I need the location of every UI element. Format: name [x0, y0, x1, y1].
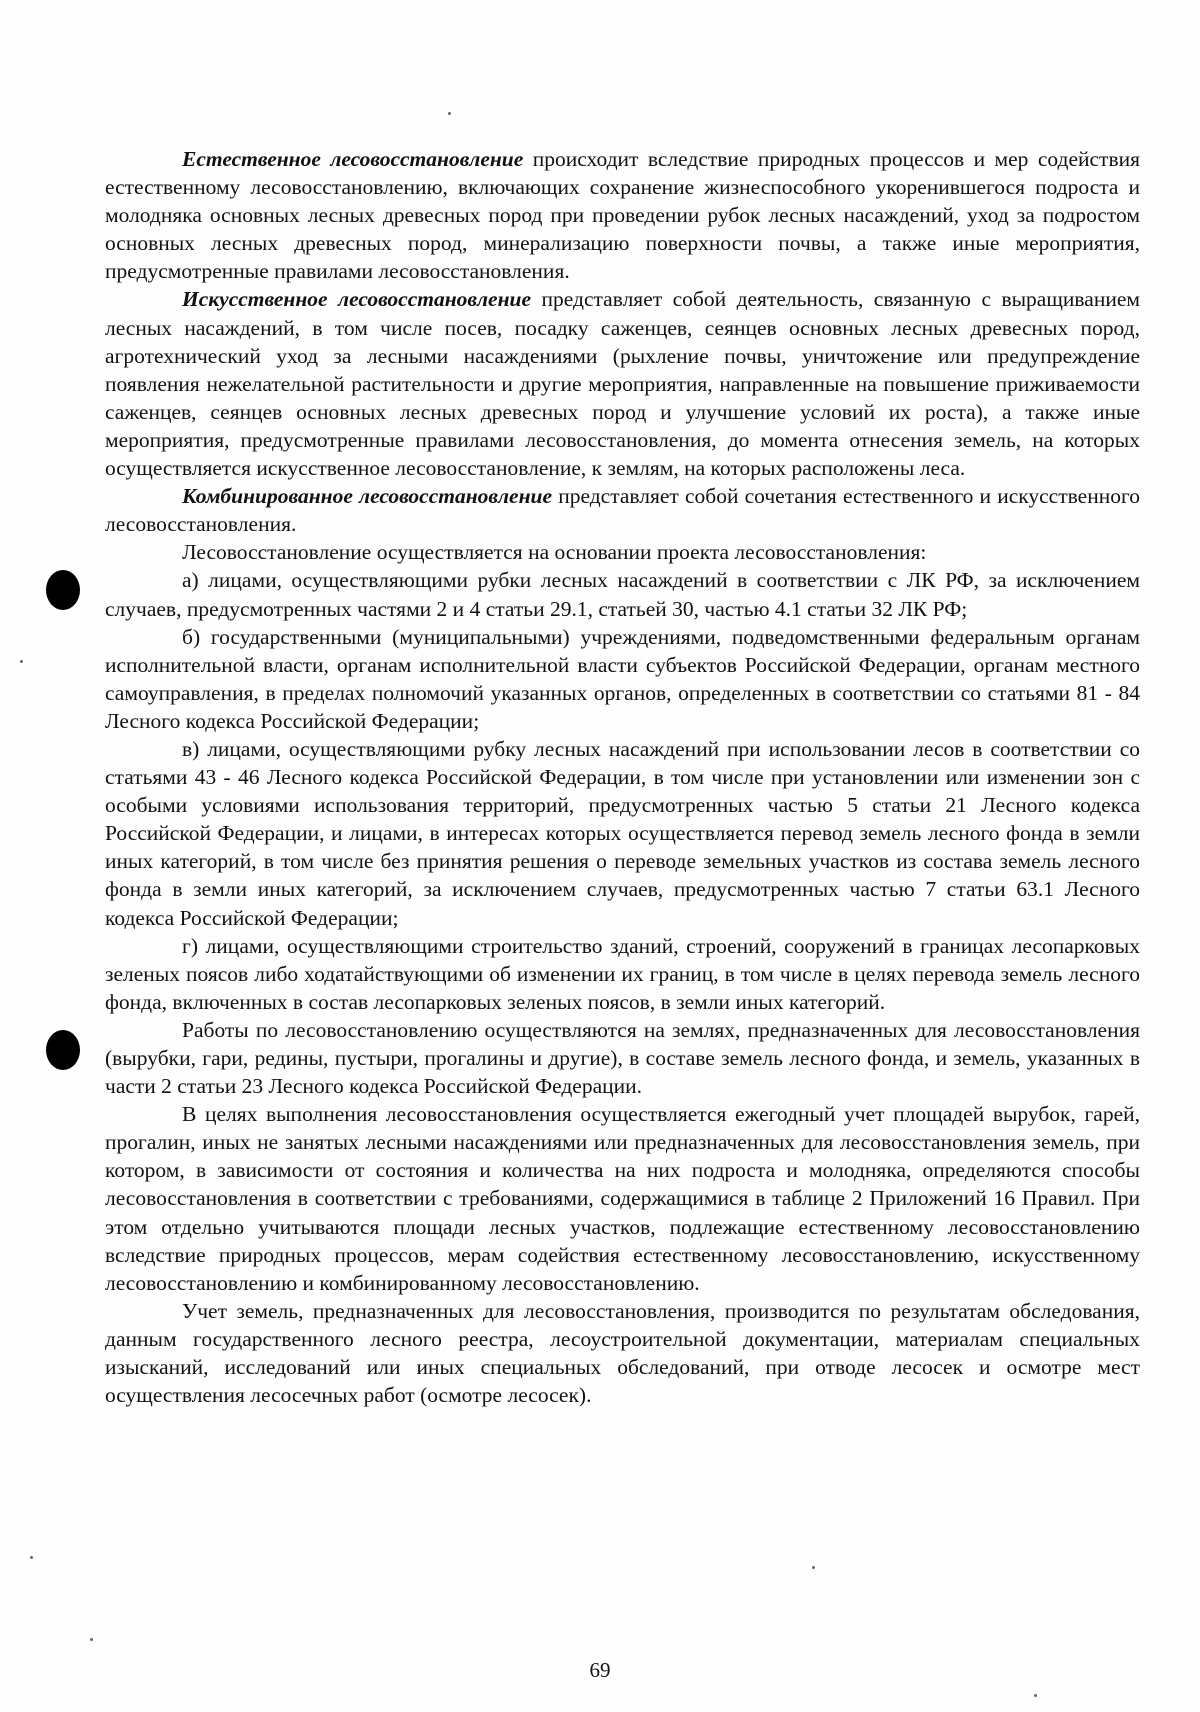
scan-speck	[448, 112, 451, 115]
body-text	[105, 145, 1140, 1409]
list-item-v: в) лицами, осуществляющими рубку лесных насаждений при использовании лесов в соответствии со статьями 43 - 46 Лесного кодекса Российской Федерации, в том числе при установлении или изменении зон с особыми условиями использования территорий, предусмотренных частью 5 статьи 21 Лесного кодекса Российской Федерации, и лицами, в интересах которых осуществляется перевод земель лесного фонда в земли иных категорий, в том числе без принятия решения о переводе земельных участков из состава земель лесного фонда в земли иных категорий, за исключением случаев, предусмотренных частью 7 статьи 63.1 Лесного кодекса Российской Федерации;	[105, 736, 1140, 930]
paragraph-combined-reforestation	[105, 482, 1140, 538]
paragraph-land-accounting: Учет земель, предназначенных для лесовосстановления, производится по результатам обследования, данным государственного лесного реестра, лесоустроительной документации, материалам специальных изысканий, исследований или иных специальных обследований, при отводе лесосек и осмотре мест осуществления лесосечных работ (осмотре лесосек).	[105, 1298, 1140, 1408]
punch-hole-bottom	[46, 1030, 80, 1070]
list-item-a: а) лицами, осуществляющими рубки лесных насаждений в соответствии с ЛК РФ, за исключением случаев, предусмотренных частями 2 и 4 статьи 29.1, статьей 30, частью 4.1 статьи 32 ЛК РФ;	[105, 568, 1140, 621]
term-artificial-reforestation: Искусственное лесовосстановление	[182, 287, 532, 312]
paragraph-text: происходит вследствие природных процессов и мер содействия естественному лесовосстановлению, включающих сохранение жизнеспособного укоренившегося подроста и молодняка основных лесных древесных пород при проведении рубок лесных насаждений, уход за подростом основных лесных древесных пород, минерализацию поверхности почвы, а также иные мероприятия, предусмотренные правилами лесовосстановления.	[105, 147, 1140, 284]
list-item-b: б) государственными (муниципальными) учреждениями, подведомственными федеральным органам исполнительной власти, органам исполнительной власти субъектов Российской Федерации, органам местного самоуправления, в пределах полномочий указанных органов, определенных в соответствии со статьями 81 - 84 Лесного кодекса Российской Федерации;	[105, 624, 1140, 733]
scan-speck	[1034, 1694, 1037, 1697]
paragraph-text: представляет собой сочетания естественного и искусственного лесовосстановления.	[105, 484, 1140, 537]
paragraph-works: Работы по лесовосстановлению осуществляются на землях, предназначенных для лесовосстановления (вырубки, гари, редины, пустыри, прогалины и другие), в составе земель лесного фонда, и земель, указанных в части 2 статьи 23 Лесного кодекса Российской Федерации.	[105, 1017, 1140, 1099]
term-combined-reforestation: Комбинированное лесовосстановление	[182, 484, 553, 509]
list-item-g: г) лицами, осуществляющими строительство зданий, строений, сооружений в границах лесопарковых зеленых поясов либо ходатайствующими об изменении их границ, в том числе в целях перевода земель лесного фонда, включенных в состав лесопарковых зеленых поясов, в земли иных категорий.	[105, 933, 1140, 1014]
punch-hole-top	[46, 570, 80, 610]
paragraph-natural-reforestation	[105, 145, 1140, 285]
paragraph-text: представляет собой деятельность, связанную с выращиванием лесных насаждений, в том числе посев, посадку саженцев, сеянцев основных лесных древесных пород, агротехнический уход за лесными насаждениями (рыхление почвы, уничтожение или предупреждение появления нежелательной растительности и другие мероприятия, направленные на повышение приживаемости саженцев, сеянцев основных лесных древесных пород и улучшение условий их роста), а также иные мероприятия, предусмотренные правилами лесовосстановления, до момента отнесения земель, на которых осуществляется искусственное лесовосстановление, к землям, на которых расположены леса.	[105, 287, 1140, 481]
scan-speck	[20, 660, 23, 663]
scan-speck	[30, 1556, 33, 1559]
scan-speck	[812, 1566, 815, 1569]
paragraph-basis: Лесовосстановление осуществляется на основании проекта лесовосстановления:	[182, 540, 927, 565]
page-number: 69	[589, 1658, 611, 1682]
term-natural-reforestation: Естественное лесовосстановление	[182, 147, 524, 171]
paragraph-artificial-reforestation	[105, 285, 1140, 482]
scan-speck	[90, 1638, 93, 1641]
paragraph-annual-accounting: В целях выполнения лесовосстановления осуществляется ежегодный учет площадей вырубок, гарей, прогалин, иных не занятых лесными насаждениями или предназначенных для лесовосстановления земель, при котором, в зависимости от состояния и количества на них подроста и молодняка, определяются способы лесовосстановления в соответствии с требованиями, содержащимися в таблице 2 Приложений 16 Правил. При этом отдельно учитываются площади лесных участков, подлежащие естественному лесовосстановлению вследствие природных процессов, мерам содействия естественному лесовосстановлению, искусственному лесовосстановлению и комбинированному лесовосстановлению.	[105, 1102, 1140, 1295]
